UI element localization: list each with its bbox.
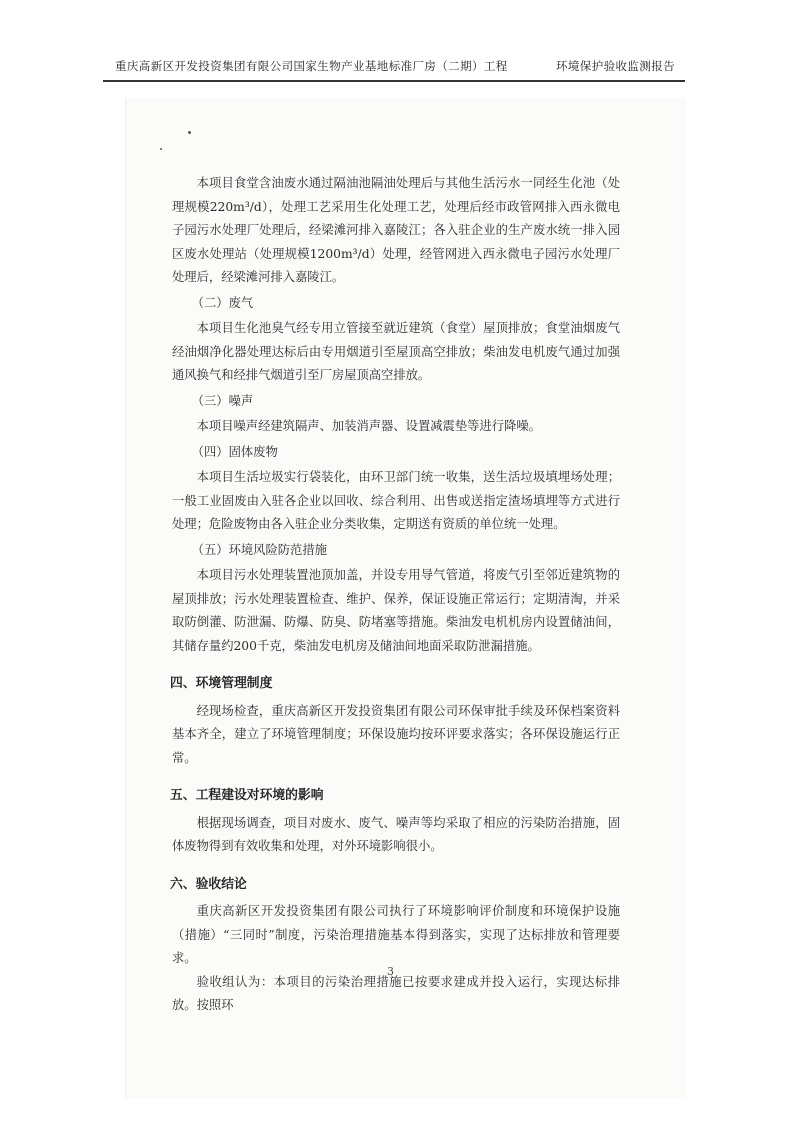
header-title: 重庆高新区开发投资集团有限公司国家生物产业基地标准厂房（二期）工程 (115, 59, 508, 73)
paragraph-wastewater: 本项目食堂含油废水通过隔油池隔油处理后与其他生活污水一同经生化池（处理规模220m³/d），处理工艺采用生化处理工艺，处理后经市政管网排入西永微电子园污水处理厂处理后，经梁滩河排入嘉陵江；各入驻企业的生产废水统一排入园区废水处理站（处理规模1200m³/d）处理，经管网进入西永微电子园污水处理厂处理后，经梁滩河排入嘉陵江。 (172, 176, 620, 284)
scan-speck-mark (160, 148, 162, 150)
paragraph-noise: 本项目噪声经建筑隔声、加装消声器、设置减震垫等进行降噪。 (196, 419, 541, 433)
paragraph-risk: 本项目污水处理装置池顶加盖，并设专用导气管道，将废气引至邻近建筑物的屋顶排放；污水处理装置检查、维护、保养，保证设施正常运行；定期清淘，并采取防倒灌、防泄漏、防爆、防臭、防堵塞等措施。柴油发电机机房内设置储油间，其储存量约200千克，柴油发电机房及储油间地面采取防泄漏措施。 (172, 568, 620, 653)
heading-construction-impact: 五、工程建设对环境的影响 (170, 788, 324, 803)
header-report-name: 环境保护验收监测报告 (556, 59, 675, 73)
section-gas-heading: （二）废气 (191, 295, 254, 310)
document-body (172, 172, 620, 1018)
paragraph-gas: 本项目生化池臭气经专用立管接至就近建筑（食堂）屋顶排放；食堂油烟废气经油烟净化器处理达标后由专用烟道引至屋顶高空排放；柴油发电机废气通过加强通风换气和经排气烟道引至厂房屋顶高空排放。 (172, 321, 620, 382)
paragraph-conclusion-2: 验收组认为：本项目的污染治理措施已按要求建成并投入运行，实现达标排放。按照环 (172, 974, 620, 1012)
page-header (115, 58, 675, 74)
header-divider (103, 80, 685, 82)
section-risk-heading: （五）环境风险防范措施 (191, 542, 327, 557)
paragraph-environment-management: 经现场检查，重庆高新区开发投资集团有限公司环保审批手续及环保档案资料基本齐全，建立了环境管理制度；环保设施均按环评要求落实；各环保设施运行正常。 (172, 703, 620, 765)
heading-acceptance-conclusion: 六、验收结论 (170, 876, 247, 892)
section-noise-heading: （三）噪声 (191, 393, 254, 408)
paragraph-solid-waste: 本项目生活垃圾实行袋装化，由环卫部门统一收集，送生活垃圾填埋场处理；一般工业固废由入驻各企业以回收、综合利用、出售或送指定渣场填埋等方式进行处理；危险废物由各入驻企业分类收集，定期送有资质的单位统一处理。 (172, 470, 620, 531)
scan-speck-mark (188, 131, 191, 134)
section-solid-waste-heading: （四）固体废物 (191, 444, 278, 459)
paragraph-conclusion-1: 重庆高新区开发投资集团有限公司执行了环境影响评价制度和环境保护设施（措施）“三同时”制度，污染治理措施基本得到落实，实现了达标排放和管理要求。 (172, 904, 620, 965)
page-number: 3 (387, 965, 394, 978)
heading-environment-management: 四、环境管理制度 (170, 676, 273, 691)
paragraph-construction-impact: 根据现场调查，项目对废水、废气、噪声等均采取了相应的污染防治措施，固体废物得到有效收集和处理，对外环境影响很小。 (172, 815, 620, 853)
